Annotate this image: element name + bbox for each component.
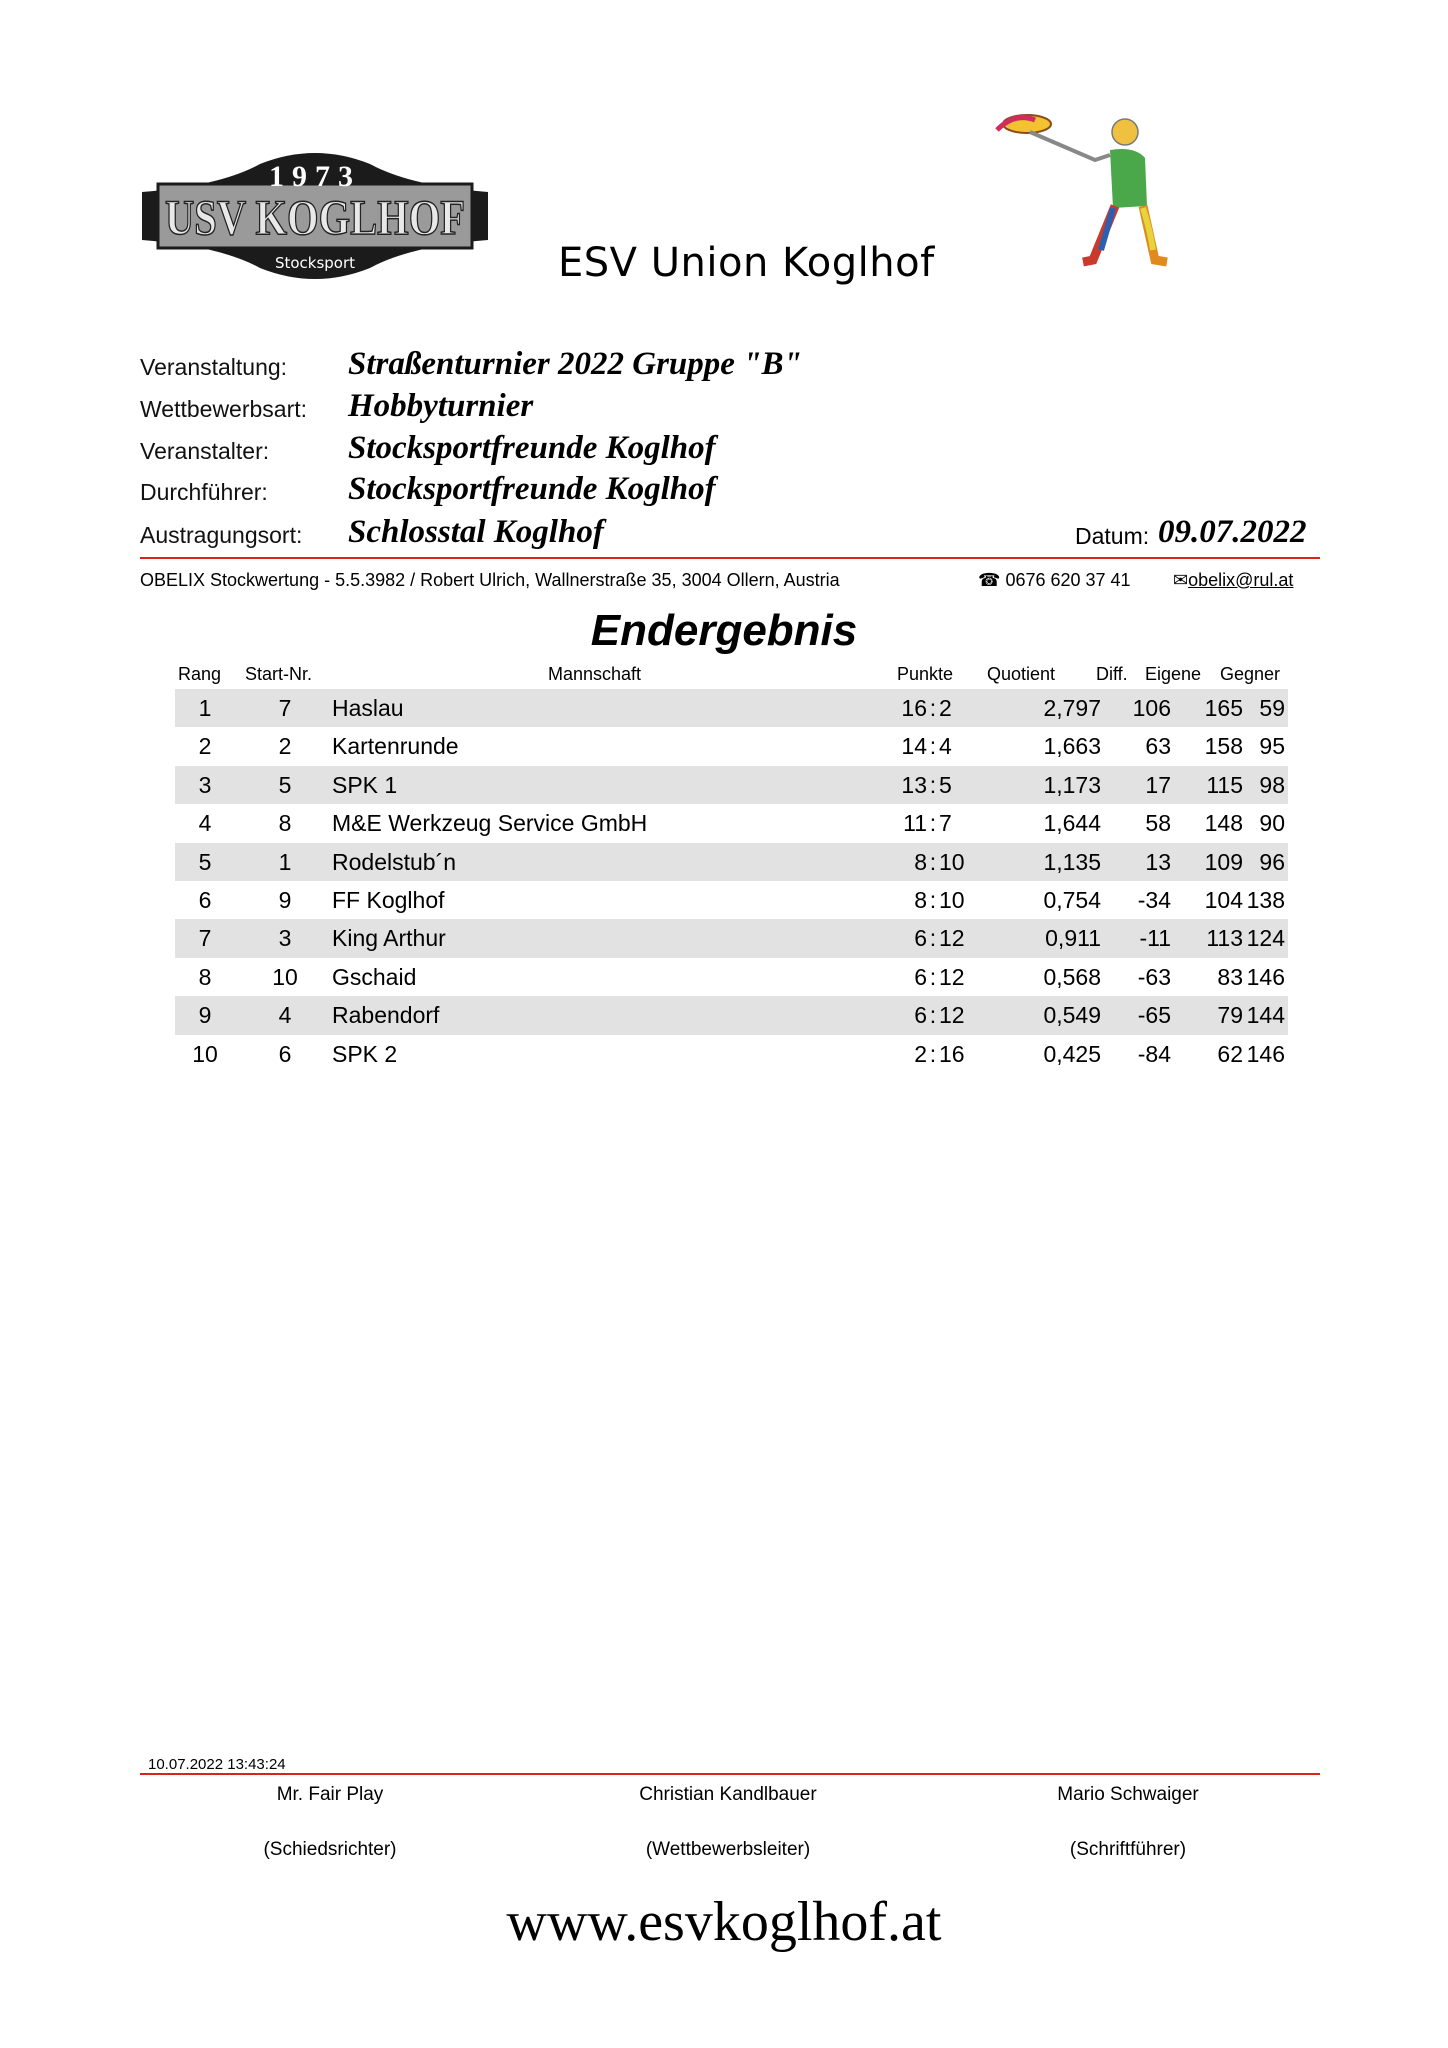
cell-mannschaft: SPK 1 [332, 771, 398, 798]
signature-role-3: (Schriftführer) [1069, 1839, 1187, 1860]
club-logo [140, 150, 490, 282]
info-label-veranstalter: Veranstalter: [140, 438, 270, 464]
cell-eigene: 148 [1204, 810, 1243, 837]
cell-punkte-plus: 16 [901, 695, 927, 721]
info-label-wettbewerbsart: Wettbewerbsart: [140, 396, 308, 422]
signature-name-1: Mr. Fair Play [276, 1784, 384, 1805]
cell-start-nr: 9 [278, 886, 292, 913]
cell-punkte-plus: 13 [901, 771, 927, 798]
col-header-rang: Rang [178, 664, 222, 684]
phone-contact [978, 570, 1131, 591]
results-table [175, 689, 1288, 1073]
table-header [170, 664, 1290, 692]
cell-gegner: 59 [1259, 695, 1285, 721]
cell-punkte-plus: 8 [914, 886, 927, 913]
cell-punkte-plus: 6 [914, 925, 927, 952]
cell-start-nr: 7 [278, 695, 292, 721]
cell-punkte-separator: : [929, 1002, 937, 1029]
table-row [175, 689, 1288, 727]
cell-punkte-minus: 4 [939, 733, 952, 760]
cell-start-nr: 2 [278, 733, 292, 760]
cell-punkte-minus: 10 [939, 848, 965, 875]
cell-eigene: 115 [1206, 771, 1243, 798]
cell-punkte-minus: 10 [939, 886, 965, 913]
envelope-icon: ✉ [1173, 570, 1189, 590]
info-value-austragungsort: Schlosstal Koglhof [348, 514, 604, 550]
cell-punkte-minus: 12 [939, 925, 965, 952]
cell-diff: -65 [1137, 1002, 1171, 1029]
cell-gegner: 95 [1259, 733, 1285, 760]
cell-punkte-plus: 6 [914, 963, 927, 990]
cell-gegner: 146 [1246, 963, 1285, 990]
cell-quotient: 0,911 [1045, 925, 1101, 952]
cell-mannschaft: FF Koglhof [332, 886, 445, 913]
cell-rang: 4 [198, 810, 212, 837]
divider-top [140, 557, 1320, 559]
cell-gegner: 144 [1246, 1002, 1285, 1029]
cell-start-nr: 6 [278, 1040, 292, 1067]
cell-punkte-separator: : [929, 963, 937, 990]
table-row [175, 919, 1288, 957]
cell-gegner: 124 [1246, 925, 1285, 952]
cell-diff: -63 [1137, 963, 1171, 990]
table-row [175, 843, 1288, 881]
cell-quotient: 0,549 [1043, 1002, 1101, 1029]
svg-text:1973: 1973 [269, 160, 361, 193]
cell-punkte-plus: 2 [914, 1040, 927, 1067]
cell-gegner: 90 [1259, 810, 1285, 837]
info-value-durchfuehrer: Stocksportfreunde Koglhof [348, 471, 716, 507]
info-label-austragungsort: Austragungsort: [140, 522, 303, 548]
cell-eigene: 165 [1204, 695, 1243, 721]
cell-gegner: 138 [1246, 886, 1285, 913]
cell-eigene: 104 [1204, 886, 1243, 913]
cell-quotient: 2,797 [1043, 695, 1101, 721]
divider-bottom [140, 1773, 1320, 1775]
cell-start-nr: 10 [272, 963, 298, 990]
info-value-veranstalter: Stocksportfreunde Koglhof [348, 430, 716, 466]
cell-rang: 2 [198, 733, 212, 760]
cell-diff: -34 [1137, 886, 1171, 913]
cell-quotient: 1,135 [1043, 848, 1101, 875]
cell-mannschaft: Haslau [332, 695, 404, 721]
cell-diff: 106 [1132, 695, 1171, 721]
cell-punkte-separator: : [929, 886, 937, 913]
phone-number: 0676 620 37 41 [1005, 570, 1131, 590]
table-row [175, 727, 1288, 765]
cell-diff: 58 [1145, 810, 1171, 837]
cell-mannschaft: Gschaid [332, 963, 417, 990]
cell-start-nr: 1 [278, 848, 292, 875]
cell-punkte-separator: : [929, 695, 937, 721]
cell-punkte-minus: 12 [939, 963, 965, 990]
cell-eigene: 62 [1217, 1040, 1243, 1067]
signature-name-2: Christian Kandlbauer [639, 1784, 817, 1805]
cell-mannschaft: M&E Werkzeug Service GmbH [332, 810, 648, 837]
cell-start-nr: 5 [278, 771, 292, 798]
table-row [175, 1035, 1288, 1073]
cell-punkte-minus: 12 [939, 1002, 965, 1029]
cell-eigene: 109 [1204, 848, 1243, 875]
datum-label: Datum: [1075, 523, 1150, 549]
col-header-gegner: Gegner [1220, 664, 1281, 684]
info-value-wettbewerbsart: Hobbyturnier [348, 388, 534, 424]
cell-punkte-minus: 5 [939, 771, 952, 798]
cell-quotient: 1,644 [1043, 810, 1101, 837]
cell-rang: 8 [198, 963, 212, 990]
cell-quotient: 0,754 [1043, 886, 1101, 913]
cell-punkte-plus: 14 [901, 733, 927, 760]
cell-punkte-plus: 8 [914, 848, 927, 875]
table-row [175, 766, 1288, 804]
cell-punkte-separator: : [929, 925, 937, 952]
cell-start-nr: 3 [278, 925, 292, 952]
cell-mannschaft: SPK 2 [332, 1040, 398, 1067]
curler-figure-icon [975, 110, 1205, 270]
col-header-eigene: Eigene [1145, 664, 1202, 684]
info-label-veranstaltung: Veranstaltung: [140, 354, 288, 380]
cell-diff: 17 [1145, 771, 1171, 798]
col-header-mannschaft: Mannschaft [548, 664, 642, 684]
software-credit: OBELIX Stockwertung - 5.5.3982 / Robert Ulrich, Wallnerstraße 35, 3004 Ollern, Austria [140, 570, 840, 590]
svg-text:Stocksport: Stocksport [274, 254, 356, 272]
print-timestamp: 10.07.2022 13:43:24 [148, 1756, 286, 1773]
cell-quotient: 0,568 [1043, 963, 1101, 990]
cell-quotient: 0,425 [1043, 1040, 1101, 1067]
cell-diff: -11 [1139, 925, 1171, 952]
cell-punkte-separator: : [929, 733, 937, 760]
cell-gegner: 96 [1259, 848, 1285, 875]
table-row [175, 958, 1288, 996]
cell-quotient: 1,663 [1043, 733, 1101, 760]
svg-text:USV KOGLHOF: USV KOGLHOF [165, 189, 465, 245]
cell-start-nr: 4 [278, 1002, 292, 1029]
cell-diff: 63 [1145, 733, 1171, 760]
cell-gegner: 98 [1259, 771, 1285, 798]
cell-punkte-separator: : [929, 771, 937, 798]
cell-mannschaft: Rabendorf [332, 1002, 440, 1029]
cell-eigene: 83 [1217, 963, 1243, 990]
cell-gegner: 146 [1246, 1040, 1285, 1067]
col-header-punkte: Punkte [897, 664, 954, 684]
signature-role-1: (Schiedsrichter) [263, 1839, 397, 1860]
phone-icon: ☎ [978, 570, 1001, 590]
cell-rang: 10 [192, 1040, 218, 1067]
info-value-veranstaltung: Straßenturnier 2022 Gruppe "B" [348, 346, 802, 382]
col-header-quotient: Quotient [987, 664, 1056, 684]
col-header-diff: Diff. [1096, 664, 1128, 684]
signature-role-2: (Wettbewerbsleiter) [645, 1839, 811, 1860]
col-header-start: Start-Nr. [245, 664, 313, 684]
cell-rang: 1 [198, 695, 212, 721]
cell-mannschaft: Rodelstub´n [332, 848, 457, 875]
cell-rang: 6 [198, 886, 212, 913]
cell-rang: 5 [198, 848, 212, 875]
datum-value: 09.07.2022 [1158, 514, 1307, 550]
table-row [175, 996, 1288, 1034]
website-url[interactable]: www.esvkoglhof.at [506, 1891, 942, 1953]
cell-diff: 13 [1145, 848, 1171, 875]
cell-punkte-minus: 16 [939, 1040, 965, 1067]
signature-name-3: Mario Schwaiger [1057, 1784, 1199, 1805]
cell-rang: 3 [198, 771, 212, 798]
results-title: Endergebnis [590, 606, 858, 655]
email-link[interactable]: obelix@rul.at [1188, 570, 1294, 590]
cell-punkte-separator: : [929, 1040, 937, 1067]
cell-mannschaft: Kartenrunde [332, 733, 459, 760]
cell-punkte-minus: 2 [939, 695, 952, 721]
cell-punkte-plus: 11 [903, 810, 927, 837]
table-row [175, 881, 1288, 919]
cell-mannschaft: King Arthur [332, 925, 446, 952]
cell-rang: 7 [198, 925, 212, 952]
club-name: ESV Union Koglhof [558, 240, 935, 286]
cell-start-nr: 8 [278, 810, 292, 837]
info-label-durchfuehrer: Durchführer: [140, 479, 268, 505]
table-row [175, 804, 1288, 842]
cell-punkte-separator: : [929, 848, 937, 875]
email-contact [1173, 570, 1293, 591]
cell-punkte-plus: 6 [914, 1002, 927, 1029]
cell-punkte-minus: 7 [939, 810, 952, 837]
cell-eigene: 79 [1217, 1002, 1243, 1029]
cell-punkte-separator: : [929, 810, 937, 837]
cell-eigene: 158 [1204, 733, 1243, 760]
cell-diff: -84 [1137, 1040, 1171, 1067]
cell-eigene: 113 [1206, 925, 1243, 952]
cell-rang: 9 [198, 1002, 212, 1029]
cell-quotient: 1,173 [1043, 771, 1101, 798]
